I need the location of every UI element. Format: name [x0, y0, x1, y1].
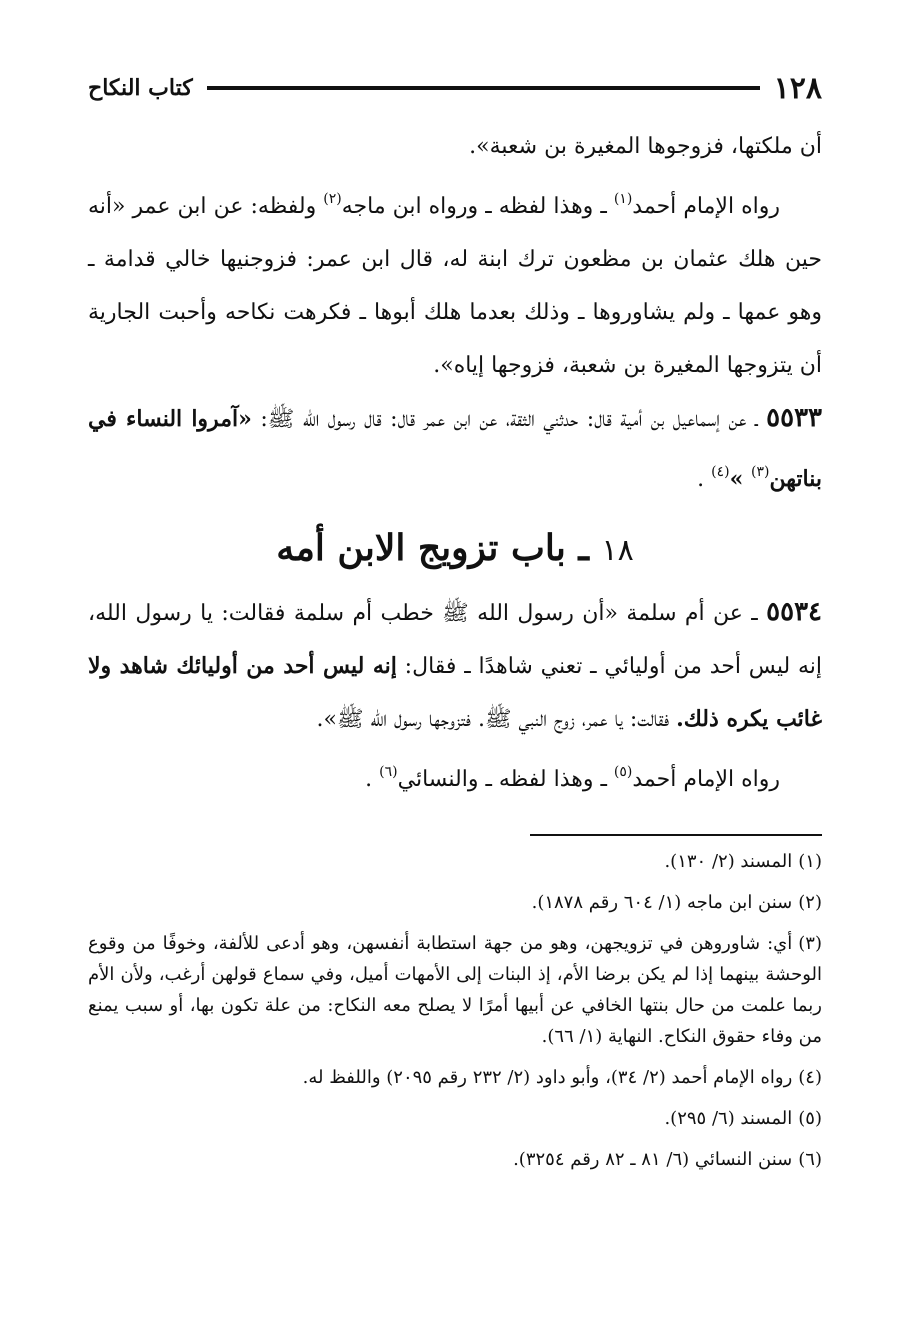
- text-segment: فقالت: يا عمر، زوج النبي ﷺ. فتزوجها رسول الله ﷺ».: [316, 707, 677, 732]
- text-segment: ولفظه: عن ابن عمر «أنه حين هلك عثمان بن مظعون ترك ابنة له، قال ابن عمر: فزوجنيها خالي قدامة ـ وهو عمها ـ ولم يشاوروها ـ وذلك بعدما هلك أبوها ـ فكرهت نكاحه وأحبت الجارية أن يتزوجها المغيرة بن شعبة، فزوجها إياه».: [88, 194, 822, 378]
- footnote-ref: (٤): [711, 464, 730, 480]
- paragraph-narration: [88, 173, 822, 392]
- footnote-text: المسند (٦/ ٢٩٥).: [664, 1108, 793, 1129]
- page-header: [88, 62, 822, 114]
- running-title: كتاب النكاح: [88, 75, 193, 101]
- chapter-number: ١٨: [601, 533, 634, 568]
- footnote: [88, 846, 822, 877]
- footnote-text: رواه الإمام أحمد (٢/ ٣٤)، وأبو داود (٢/ ٢٣٢ رقم ٢٠٩٥) واللفظ له.: [302, 1067, 793, 1088]
- footnote: [88, 887, 822, 918]
- footnote-ref: (٣): [751, 464, 770, 480]
- text-segment: ـ وهذا لفظه ـ والنسائي: [397, 767, 614, 792]
- chapter-heading: [88, 520, 822, 576]
- prophetic-quote: إنه ليس أحد من أوليائك شاهد ولا غائب يكره ذلك.: [88, 653, 822, 732]
- footnote-number: (١): [798, 851, 822, 872]
- text-segment: ـ عن أم سلمة «أن رسول الله ﷺ خطب أم سلمة فقالت: يا رسول الله، إنه ليس أحد من أوليائي ـ تعني شاهدًا ـ فقال:: [88, 601, 822, 679]
- footnote-number: (٥): [798, 1108, 822, 1129]
- text-segment: ـ عن إسماعيل بن أمية قال: حدثني الثقة، عن ابن عمر قال: قال رسول الله ﷺ:: [251, 407, 767, 432]
- page-number: ١٢٨: [773, 70, 822, 106]
- text-segment: رواه الإمام أحمد: [632, 767, 780, 792]
- hadith-5534: [88, 586, 822, 746]
- text-segment: .: [365, 767, 380, 792]
- footnote-text: سنن ابن ماجه (١/ ٦٠٤ رقم ١٨٧٨).: [531, 892, 793, 913]
- text-segment: .: [697, 467, 712, 492]
- header-rule: [207, 86, 760, 90]
- footnote-ref: (٦): [379, 764, 398, 780]
- paragraph-source: [88, 746, 822, 806]
- footnote: [88, 1103, 822, 1134]
- footnotes: [88, 846, 822, 1175]
- footnote-divider: [530, 834, 822, 836]
- footnote: [88, 928, 822, 1052]
- quote-close: »: [729, 466, 752, 492]
- prophetic-quote: «آمروا النساء في بناتهن: [88, 406, 822, 492]
- footnote-ref: (١): [613, 191, 633, 207]
- footnote-number: (٦): [798, 1149, 822, 1170]
- footnote-text: أي: شاوروهن في تزويجهن، وهو من جهة استطابة أنفسهن، وهو أدعى للألفة، وخوفًا من وقوع الوحشة بينهما إذا لم يكن برضا الأم، إذ البنات إلى الأمهات أميل، وفي سماع قولهن أرغب، ولأن الأم ربما علمت من حال بنتها الخافي عن أبيها أمرًا لا يصلح معه النكاح: من علة تكون بها، أو سبب يمنع من وفاء حقوق النكاح. النهاية (١/ ٦٦).: [88, 933, 822, 1047]
- footnote-number: (٣): [798, 933, 822, 954]
- footnote-number: (٢): [798, 892, 822, 913]
- hadith-number: ٥٥٣٤: [766, 597, 822, 627]
- footnote: [88, 1144, 822, 1175]
- footnote-number: (٤): [798, 1067, 822, 1088]
- text-segment: رواه الإمام أحمد: [632, 194, 781, 219]
- book-page: [88, 62, 822, 1185]
- paragraph-continuation: أن ملكتها، فزوجوها المغيرة بن شعبة».: [469, 134, 822, 159]
- footnote-ref: (٢): [323, 191, 342, 207]
- hadith-5533: [88, 392, 822, 506]
- text-segment: ـ وهذا لفظه ـ ورواه ابن ماجه: [341, 194, 614, 219]
- footnote: [88, 1062, 822, 1093]
- chapter-title: ـ باب تزويج الابن أمه: [276, 527, 602, 569]
- hadith-number: ٥٥٣٣: [766, 403, 823, 433]
- footnote-ref: (٥): [613, 764, 633, 780]
- footnote-text: سنن النسائي (٦/ ٨١ ـ ٨٢ رقم ٣٢٥٤).: [513, 1149, 793, 1170]
- footnote-text: المسند (٢/ ١٣٠).: [664, 851, 793, 872]
